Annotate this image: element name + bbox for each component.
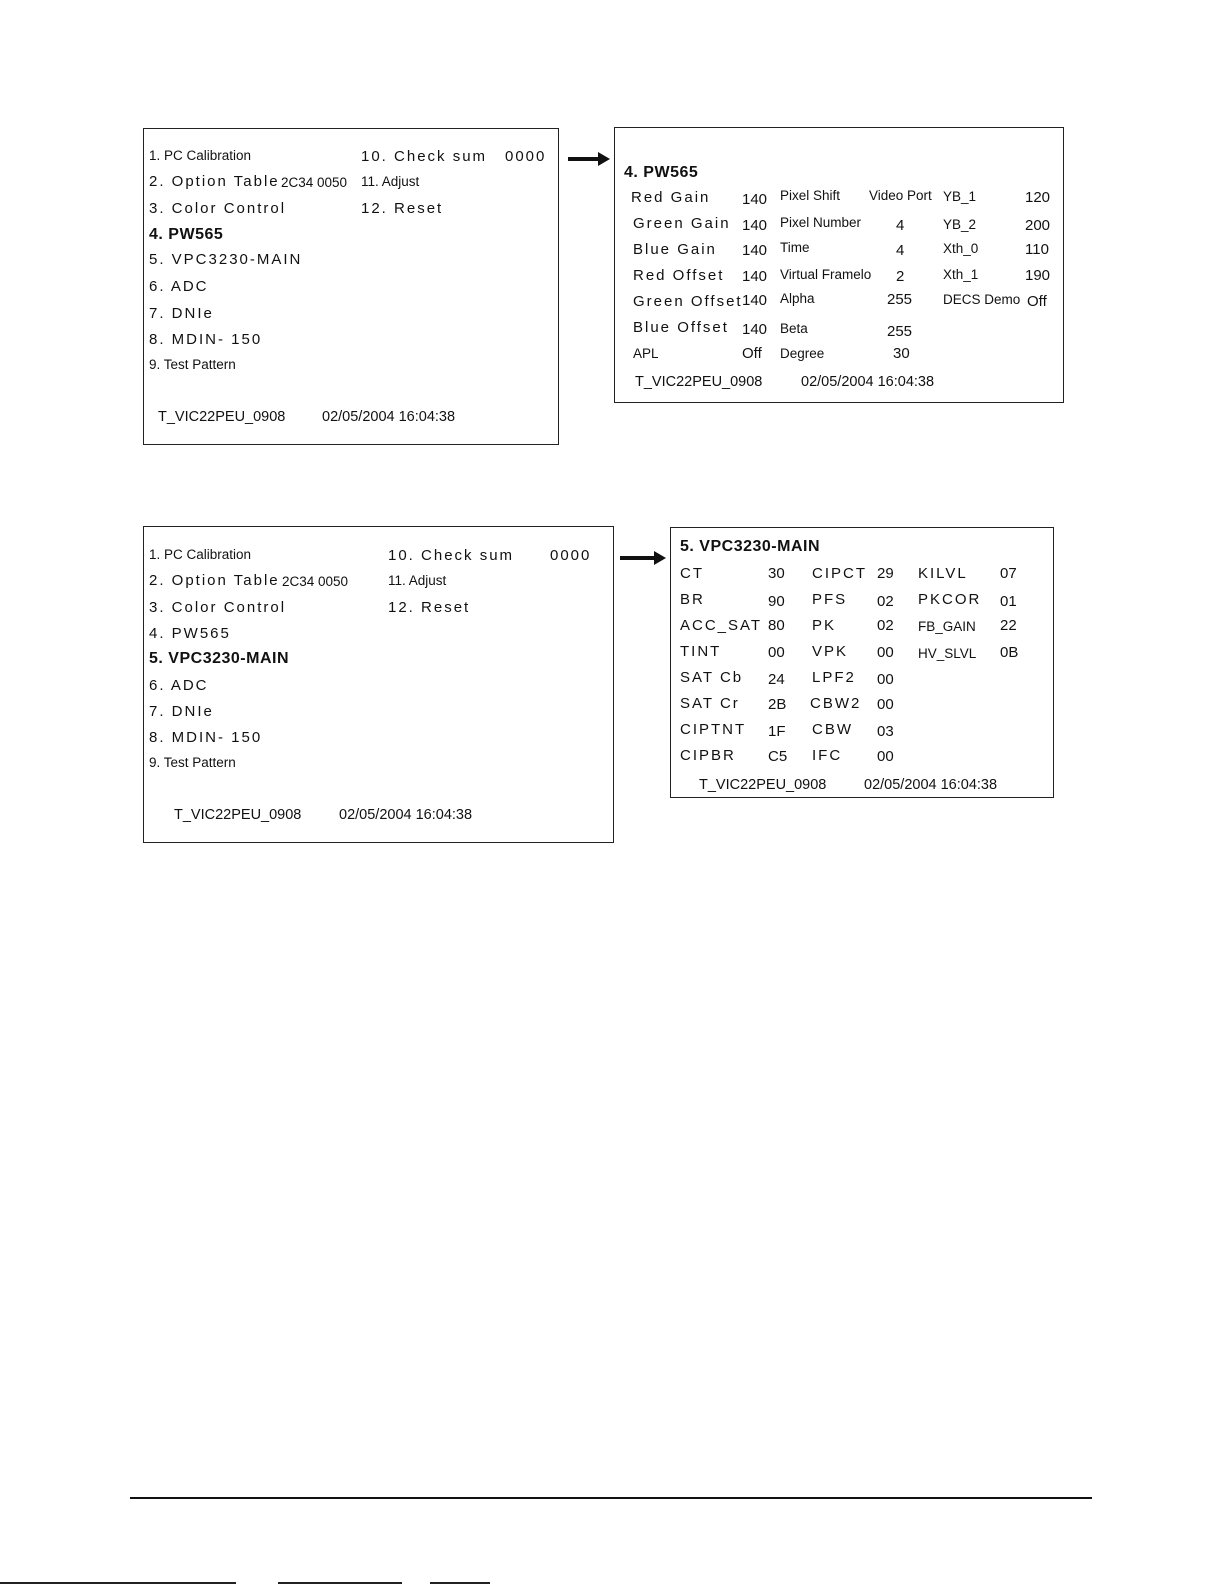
footer-datetime: 02/05/2004 16:04:38 [339,807,473,823]
pw565-value[interactable]: Video Port [869,188,932,203]
pw565-label: Pixel Number [780,215,862,230]
vpc-value[interactable]: 00 [768,644,785,661]
pw565-value[interactable]: 110 [1025,241,1049,258]
menu-item-color-control[interactable]: 3. Color Control [149,200,287,217]
option-table-value: 2C34 0050 [281,175,348,190]
footer-model: T_VIC22PEU_0908 [699,777,827,793]
vpc-label: PFS [812,591,848,608]
vpc-label: CIPCT [812,565,867,582]
menu-item-check-sum[interactable]: 10. Check sum [361,148,488,165]
pw565-label: Red Gain [631,189,711,206]
vpc-label: CIPTNT [680,721,747,738]
vpc-label: CIPBR [680,747,736,764]
menu-item-mdin-150[interactable]: 8. MDIN- 150 [149,331,263,348]
vpc-value[interactable]: 01 [1000,593,1017,610]
pw565-label: Blue Offset [633,319,729,336]
vpc-label: SAT Cb [680,669,744,686]
footer-datetime: 02/05/2004 16:04:38 [322,409,456,425]
vpc-label: ACC_SAT [680,617,763,634]
vpc-value[interactable]: 90 [768,593,785,610]
menu-item-adc[interactable]: 6. ADC [149,677,209,694]
vpc-label: CBW [812,721,853,738]
pw565-value[interactable]: Off [1027,293,1047,310]
menu-item-color-control[interactable]: 3. Color Control [149,599,287,616]
pw565-label: Green Gain [633,215,731,232]
pw565-label: Xth_0 [943,241,979,256]
vpc-label: CT [680,565,704,582]
vpc-value[interactable]: 29 [877,565,894,582]
check-sum-value: 0000 [550,547,592,564]
vpc-label: KILVL [918,565,968,582]
menu-item-check-sum[interactable]: 10. Check sum [388,547,515,564]
pw565-label: APL [633,346,659,361]
vpc-value[interactable]: 07 [1000,565,1017,582]
pw565-label: Degree [780,346,825,361]
pw565-label: Xth_1 [943,267,979,282]
vpc-label: IFC [812,747,843,764]
vpc-value[interactable]: 00 [877,696,894,713]
option-table-value: 2C34 0050 [282,574,349,589]
vpc3230-detail-box [670,527,1054,798]
vpc-value[interactable]: 00 [877,671,894,688]
pw565-value[interactable]: 140 [742,191,768,208]
pw565-label: Blue Gain [633,241,717,258]
menu-item-adc[interactable]: 6. ADC [149,278,209,295]
menu-item-test-pattern[interactable]: 9. Test Pattern [149,357,236,372]
arrow-right-icon [620,556,656,560]
pw565-value[interactable]: 190 [1025,267,1051,284]
menu-item-vpc3230-main[interactable]: 5. VPC3230-MAIN [149,251,303,268]
footer-datetime: 02/05/2004 16:04:38 [801,374,935,390]
menu-item-pw565-selected[interactable]: 4. PW565 [149,226,224,243]
pw565-value[interactable]: 120 [1025,189,1051,206]
pw565-label: Beta [780,321,808,336]
pw565-value[interactable]: 4 [896,217,905,234]
vpc-label: BR [680,591,705,608]
vpc-label: PKCOR [918,591,982,608]
check-sum-value: 0000 [505,148,547,165]
pw565-value[interactable]: 2 [896,268,905,285]
pw565-label: Green Offset [633,293,743,310]
menu-item-reset[interactable]: 12. Reset [388,599,471,616]
vpc-value[interactable]: 02 [877,593,894,610]
pw565-label: Red Offset [633,267,725,284]
vpc-value[interactable]: 03 [877,723,894,740]
page-edge-marks [278,1582,402,1584]
pw565-label: Alpha [780,291,815,306]
menu-item-vpc3230-main-selected[interactable]: 5. VPC3230-MAIN [149,650,289,667]
menu-item-option-table[interactable]: 2. Option Table [149,572,280,589]
menu-item-adjust[interactable]: 11. Adjust [388,573,447,588]
vpc-value[interactable]: 80 [768,617,785,634]
menu-item-pc-calibration[interactable]: 1. PC Calibration [149,148,252,163]
footer-model: T_VIC22PEU_0908 [174,807,302,823]
vpc3230-title: 5. VPC3230-MAIN [680,538,820,555]
service-menu-box-1 [143,128,559,445]
pw565-value[interactable]: 255 [887,323,913,340]
vpc-value[interactable]: C5 [768,748,788,765]
pw565-value[interactable]: 140 [742,217,768,234]
footer-model: T_VIC22PEU_0908 [158,409,286,425]
menu-item-option-table[interactable]: 2. Option Table [149,173,280,190]
vpc-label: CBW2 [810,695,862,712]
vpc-label: SAT Cr [680,695,740,712]
menu-item-pc-calibration[interactable]: 1. PC Calibration [149,547,252,562]
vpc-value[interactable]: 24 [768,671,785,688]
vpc-label: HV_SLVL [918,646,977,661]
pw565-label: Virtual Framelo [780,267,872,282]
arrow-right-icon [568,157,600,161]
pw565-title: 4. PW565 [624,164,699,181]
pw565-detail-box [614,127,1064,403]
footer-model: T_VIC22PEU_0908 [635,374,763,390]
pw565-value[interactable]: 200 [1025,217,1051,234]
vpc-label: PK [812,617,837,634]
pw565-value[interactable]: 140 [742,268,768,285]
vpc-label: FB_GAIN [918,619,976,634]
menu-item-dnie[interactable]: 7. DNIe [149,305,214,322]
pw565-label: DECS Demo [943,292,1021,307]
pw565-label: YB_1 [943,189,977,204]
pw565-value[interactable]: 140 [742,292,768,309]
menu-item-mdin-150[interactable]: 8. MDIN- 150 [149,729,263,746]
vpc-value[interactable]: 0B [1000,644,1019,661]
menu-item-pw565[interactable]: 4. PW565 [149,625,231,642]
menu-item-reset[interactable]: 12. Reset [361,200,444,217]
footer-datetime: 02/05/2004 16:04:38 [864,777,998,793]
page-edge-marks [0,1582,236,1584]
menu-item-dnie[interactable]: 7. DNIe [149,703,214,720]
pw565-label: Time [780,240,810,255]
pw565-value[interactable]: 140 [742,321,768,338]
vpc-value[interactable]: 02 [877,617,894,634]
pw565-value[interactable]: 140 [742,242,768,259]
vpc-label: VPK [812,643,849,660]
pw565-label: YB_2 [943,217,977,232]
pw565-label: Pixel Shift [780,188,841,203]
vpc-value[interactable]: 30 [768,565,785,582]
vpc-value[interactable]: 00 [877,644,894,661]
vpc-value[interactable]: 2B [768,696,787,713]
pw565-value[interactable]: Off [742,345,762,362]
vpc-label: LPF2 [812,669,856,686]
vpc-label: TINT [680,643,722,660]
vpc-value[interactable]: 1F [768,723,786,740]
menu-item-test-pattern[interactable]: 9. Test Pattern [149,755,236,770]
vpc-value[interactable]: 22 [1000,617,1017,634]
pw565-value[interactable]: 4 [896,242,905,259]
service-menu-box-2 [143,526,614,843]
page-edge-marks [430,1582,490,1584]
page-footer-rule [130,1497,1092,1499]
menu-item-adjust[interactable]: 11. Adjust [361,174,420,189]
pw565-value[interactable]: 255 [887,291,913,308]
pw565-value[interactable]: 30 [893,345,910,362]
vpc-value[interactable]: 00 [877,748,894,765]
